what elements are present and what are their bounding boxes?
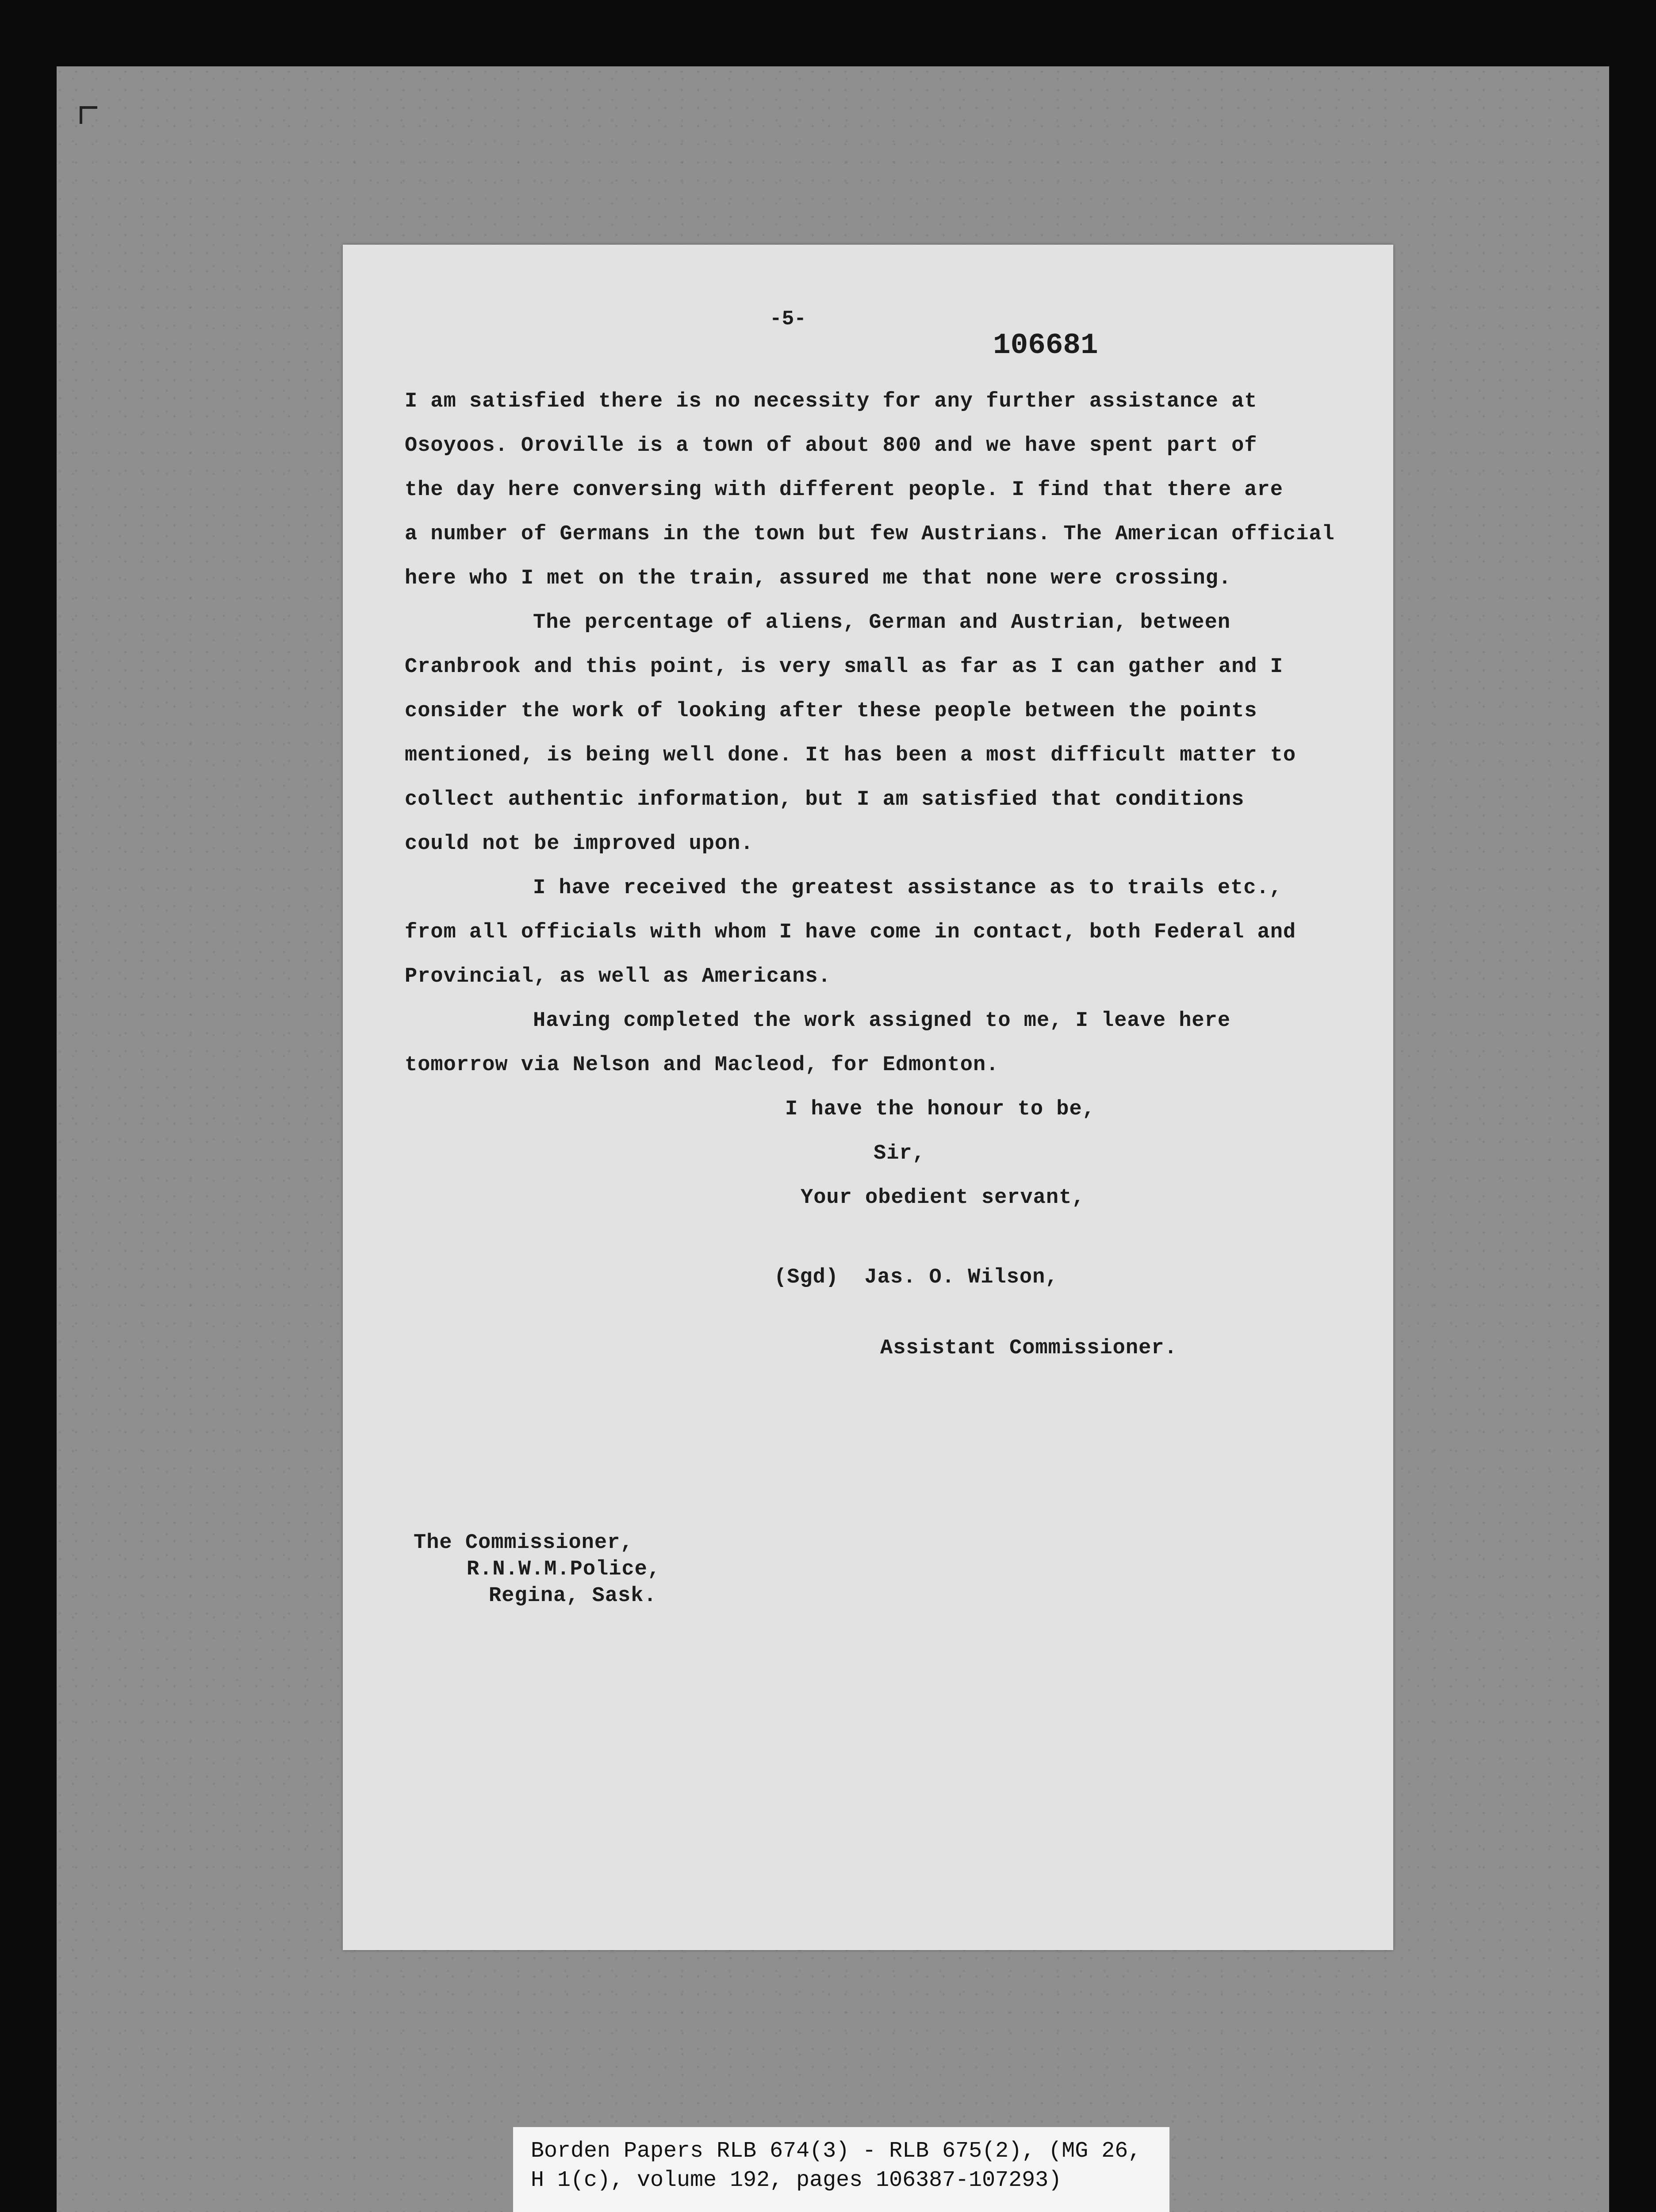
document-page	[343, 245, 1393, 1950]
signatory-title: Assistant Commissioner.	[880, 1336, 1177, 1360]
closing-salutation: Sir,	[874, 1142, 925, 1165]
body-line: Provincial, as well as Americans.	[405, 965, 831, 988]
body-line: Having completed the work assigned to me, I leave here	[533, 1009, 1231, 1033]
addressee-line: R.N.W.M.Police,	[467, 1558, 661, 1581]
body-line: consider the work of looking after these people between the points	[405, 699, 1257, 723]
body-line: from all officials with whom I have come in contact, both Federal and	[405, 921, 1296, 944]
body-line: collect authentic information, but I am satisfied that conditions	[405, 788, 1245, 811]
body-line: here who I met on the train, assured me that none were crossing.	[405, 567, 1232, 590]
body-line: The percentage of aliens, German and Austrian, between	[533, 611, 1231, 634]
body-line: I am satisfied there is no necessity for any further assistance at	[405, 390, 1257, 413]
body-line: the day here conversing with different people. I find that there are	[405, 478, 1283, 502]
closing-line: Your obedient servant,	[801, 1186, 1085, 1210]
page-number: -5-	[770, 307, 806, 330]
citation-label	[513, 2127, 1169, 2212]
body-line: mentioned, is being well done. It has been a most difficult matter to	[405, 744, 1296, 767]
body-line: tomorrow via Nelson and Macleod, for Edmonton.	[405, 1053, 999, 1077]
body-line: could not be improved upon.	[405, 832, 754, 856]
citation-line: H 1(c), volume 192, pages 106387-107293)	[531, 2168, 1062, 2193]
document-number: 106681	[993, 329, 1098, 362]
body-line: Cranbrook and this point, is very small as far as I can gather and I	[405, 655, 1283, 679]
frame-corner-mark	[80, 106, 97, 124]
closing-line: I have the honour to be,	[785, 1098, 1095, 1121]
addressee-line: Regina, Sask.	[489, 1584, 657, 1608]
body-line: Osoyoos. Oroville is a town of about 800 and we have spent part of	[405, 434, 1257, 457]
signature: (Sgd) Jas. O. Wilson,	[774, 1266, 1058, 1289]
citation-line: Borden Papers RLB 674(3) - RLB 675(2), (MG 26,	[531, 2139, 1142, 2164]
body-line: a number of Germans in the town but few Austrians. The American official	[405, 522, 1335, 546]
addressee-line: The Commissioner,	[414, 1531, 633, 1555]
body-line: I have received the greatest assistance as to trails etc.,	[533, 876, 1282, 900]
